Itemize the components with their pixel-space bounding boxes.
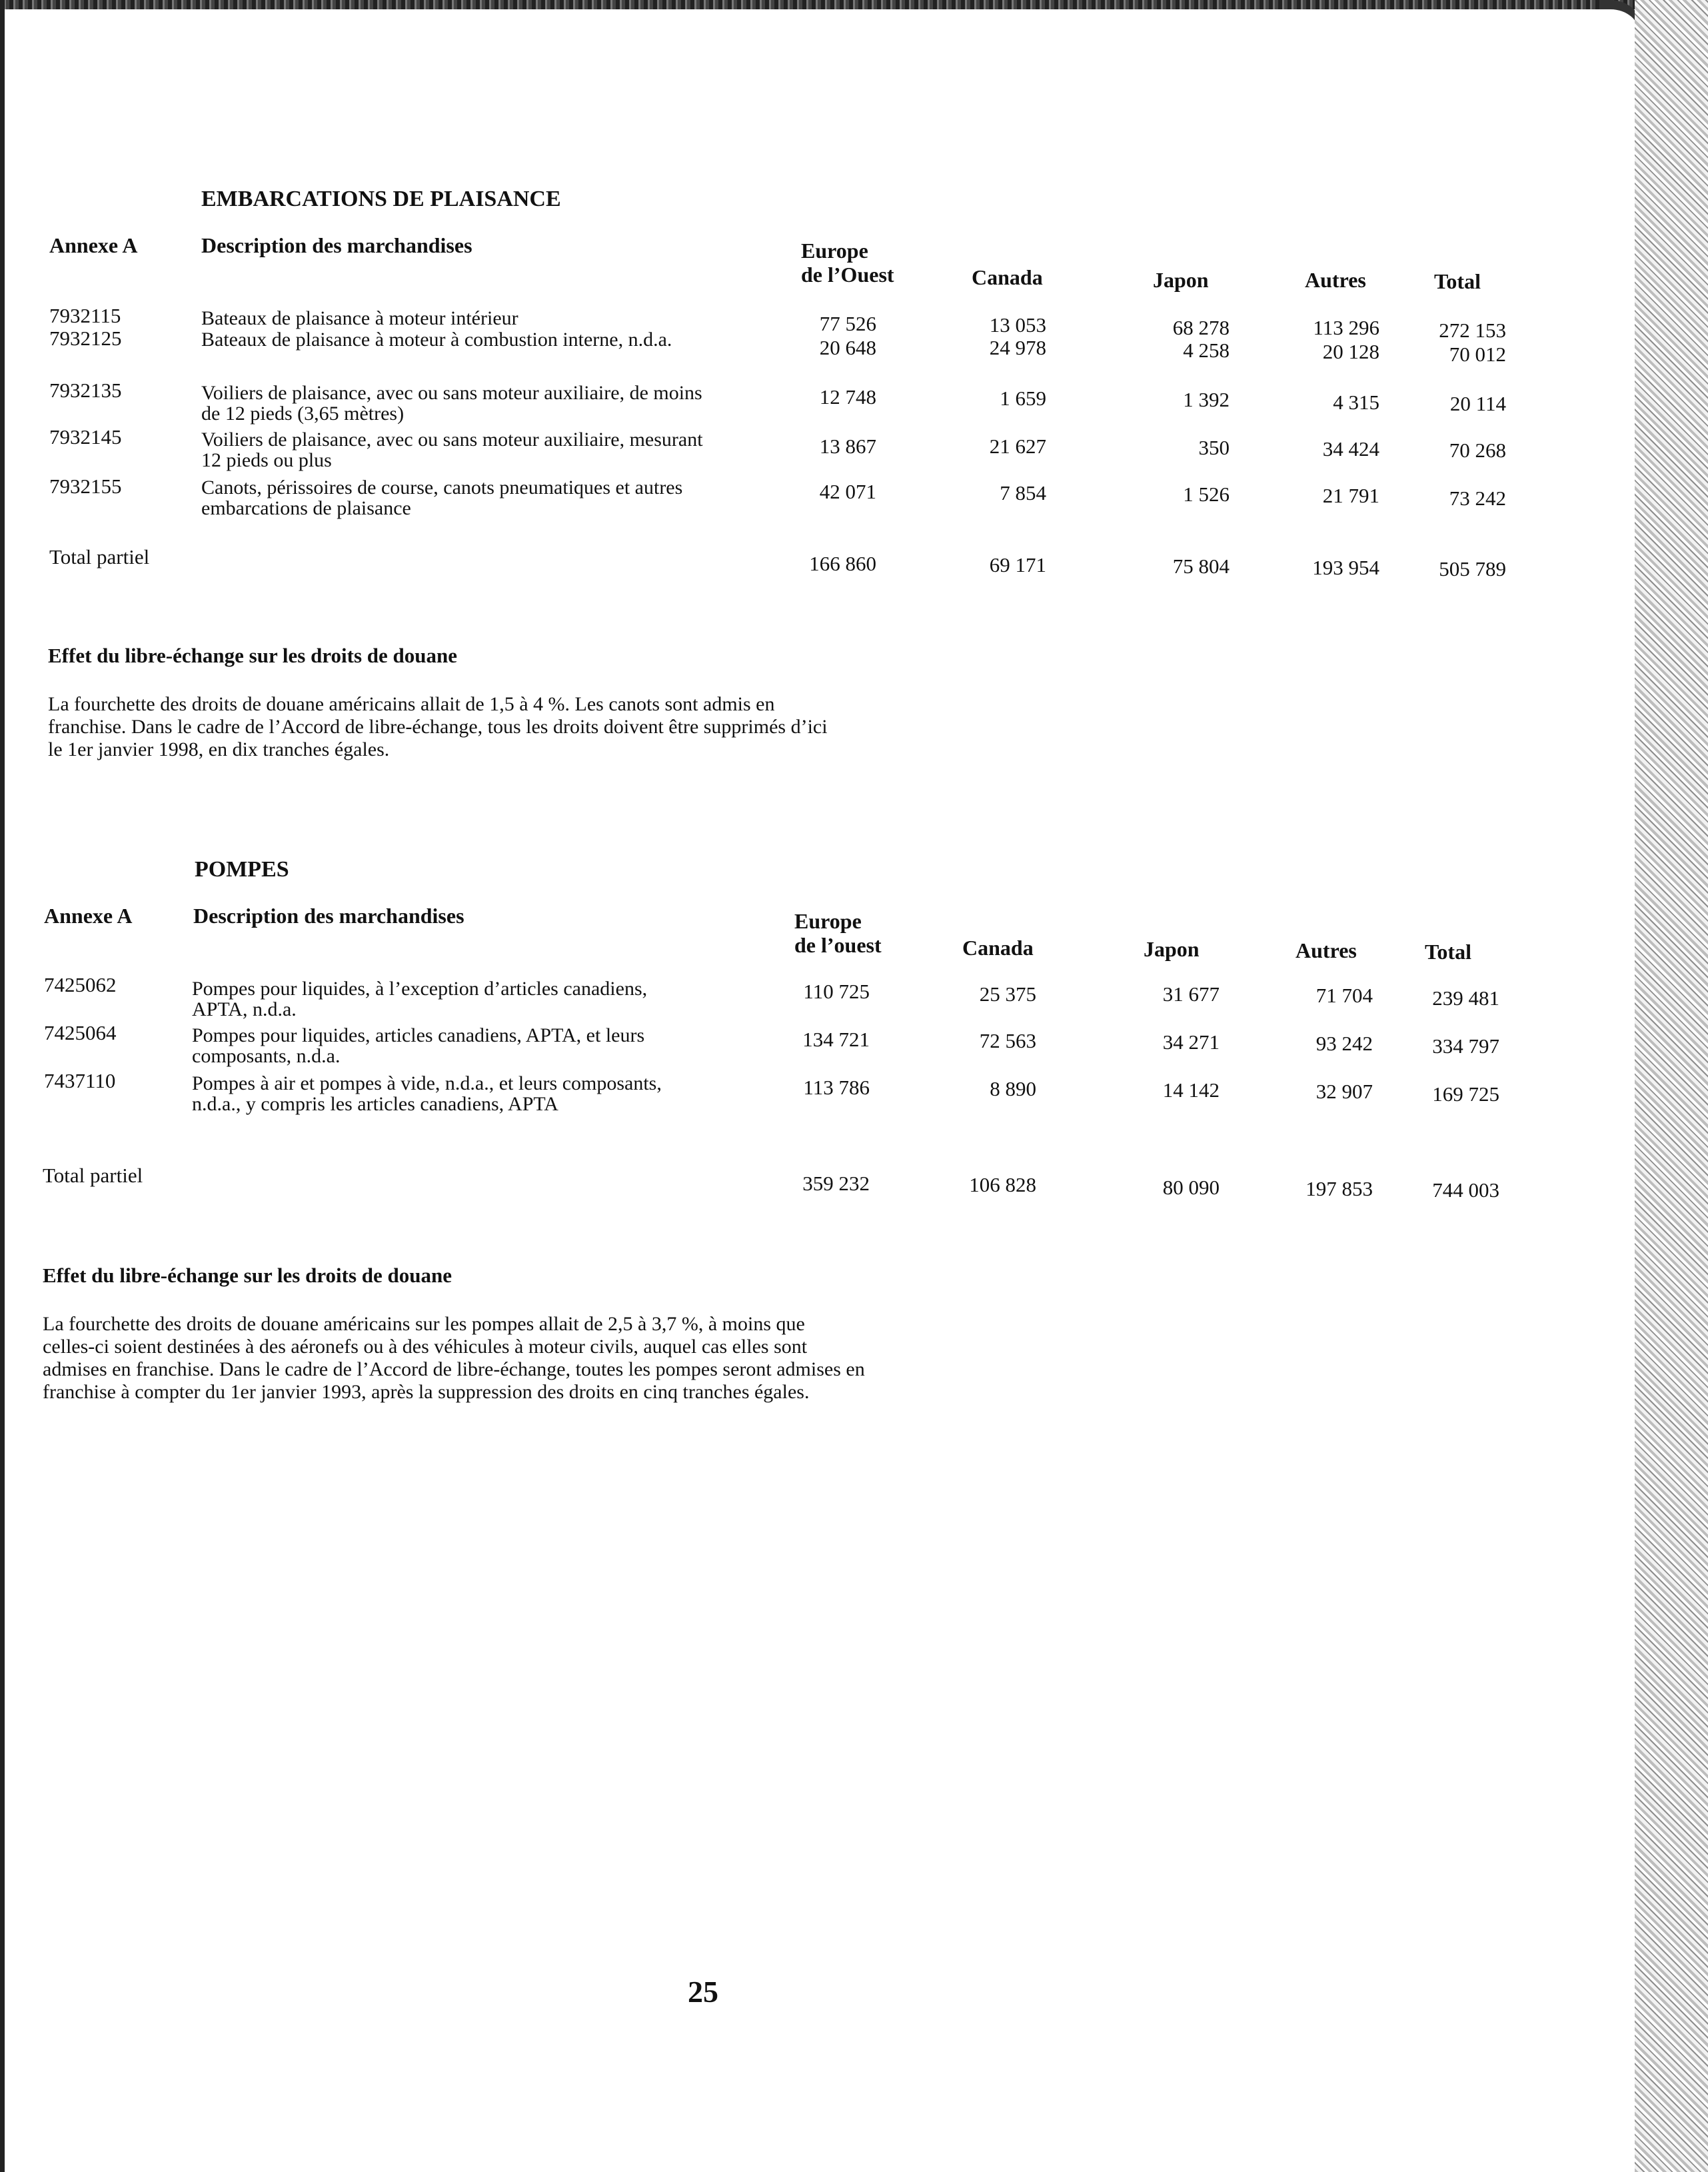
row-code: 7425062 [44,973,117,996]
row-canada: 72 563 [979,1029,1036,1052]
row-total: 70 012 [1449,343,1506,366]
effect-heading: Effet du libre-échange sur les droits de douane [43,1264,452,1287]
row-code: 7437110 [44,1069,116,1092]
header-description: Description des marchandises [193,904,464,928]
section-title-pompes: POMPES [195,857,289,882]
effect-line: franchise. Dans le cadre de l’Accord de libre-échange, tous les droits doivent être supprimés d’ici [48,716,828,738]
subtotal-total: 505 789 [1439,557,1506,580]
subtotal-autres: 193 954 [1312,556,1379,579]
row-code: 7932155 [49,475,122,498]
row-japon: 1 526 [1183,483,1230,506]
header-canada: Canada [972,265,1043,289]
row-japon: 1 392 [1183,388,1230,411]
subtotal-japon: 80 090 [1162,1176,1220,1199]
header-europe-line1: Europe [801,239,868,263]
subtotal-label: Total partiel [43,1164,143,1187]
row-description: Bateaux de plaisance à moteur à combustion interne, n.d.a. [201,329,672,351]
row-europe: 113 786 [803,1076,870,1099]
effect-line: franchise à compter du 1er janvier 1993, après la suppression des droits en cinq tranches égales. [43,1381,810,1403]
header-autres: Autres [1305,268,1366,292]
row-japon: 4 258 [1183,339,1230,362]
scan-right-edge [1635,0,1708,2172]
row-total: 20 114 [1449,392,1506,415]
subtotal-europe: 166 860 [809,552,876,575]
row-canada: 7 854 [1000,481,1046,505]
page-number: 25 [688,1975,718,2009]
row-total: 73 242 [1449,487,1506,510]
header-total: Total [1434,269,1481,293]
subtotal-label: Total partiel [49,545,150,568]
header-description: Description des marchandises [201,233,472,257]
header-canada: Canada [962,936,1034,960]
row-description: Pompes pour liquides, articles canadiens, APTA, et leurs composants, n.d.a. [192,1024,645,1067]
header-total: Total [1425,940,1471,964]
row-total: 169 725 [1432,1082,1499,1106]
effect-line: le 1er janvier 1998, en dix tranches égales. [48,738,390,760]
row-europe: 110 725 [803,980,870,1003]
row-autres: 21 791 [1322,484,1379,507]
effect-line: admises en franchise. Dans le cadre de l’Accord de libre-échange, toutes les pompes seront admises en [43,1358,865,1380]
row-autres: 20 128 [1322,340,1379,363]
effect-line: La fourchette des droits de douane américains sur les pompes allait de 2,5 à 3,7 %, à moins que [43,1313,805,1335]
row-description: Canots, périssoires de course, canots pneumatiques et autres embarcations de plaisance [201,477,683,519]
row-autres: 71 704 [1315,984,1373,1007]
header-europe-line1: Europe [794,909,862,933]
row-description: Voiliers de plaisance, avec ou sans moteur auxiliaire, mesurant 12 pieds ou plus [201,429,703,471]
row-code: 7932135 [49,379,122,402]
row-canada: 13 053 [989,313,1046,337]
row-autres: 34 424 [1322,437,1379,461]
subtotal-total: 744 003 [1432,1178,1499,1202]
row-code: 7425064 [44,1021,117,1044]
row-description: Pompes pour liquides, à l’exception d’articles canadiens, APTA, n.d.a. [192,978,648,1020]
row-autres: 32 907 [1315,1080,1373,1103]
row-japon: 14 142 [1162,1078,1220,1102]
subtotal-japon: 75 804 [1172,554,1230,578]
subtotal-canada: 106 828 [969,1173,1036,1196]
row-japon: 31 677 [1162,982,1220,1006]
header-annexe: Annexe A [49,233,138,257]
header-europe-line2: de l’Ouest [801,263,894,287]
row-description: Pompes à air et pompes à vide, n.d.a., et leurs composants, n.d.a., y compris les articles canadiens, APTA [192,1072,662,1115]
effect-line: La fourchette des droits de douane américains allait de 1,5 à 4 %. Les canots sont admis en [48,693,775,715]
row-canada: 21 627 [989,435,1046,458]
row-europe: 20 648 [819,336,876,359]
subtotal-canada: 69 171 [989,553,1046,576]
row-autres: 113 296 [1313,316,1379,339]
row-japon: 68 278 [1172,316,1230,339]
row-total: 272 153 [1439,319,1506,342]
row-japon: 350 [1198,436,1230,459]
row-europe: 77 526 [819,312,876,335]
row-code: 7932145 [49,425,122,449]
row-autres: 93 242 [1315,1032,1373,1055]
row-total: 70 268 [1449,439,1506,462]
row-total: 334 797 [1432,1034,1499,1058]
header-autres: Autres [1295,938,1357,962]
row-total: 239 481 [1432,986,1499,1010]
row-europe: 134 721 [802,1028,870,1051]
row-canada: 24 978 [989,336,1046,359]
row-code: 7932115 [49,304,121,327]
effect-heading: Effet du libre-échange sur les droits de douane [48,644,458,667]
header-europe-line2: de l’ouest [794,933,882,957]
subtotal-autres: 197 853 [1305,1177,1373,1200]
row-description: Voiliers de plaisance, avec ou sans moteur auxiliaire, de moins de 12 pieds (3,65 mètres) [201,382,702,425]
header-japon: Japon [1144,937,1200,961]
effect-line: celles-ci soient destinées à des aéronefs ou à des véhicules à moteur civils, auquel cas elles sont [43,1336,808,1358]
row-canada: 8 890 [990,1077,1036,1100]
scan-left-edge [0,0,5,2172]
row-description: Bateaux de plaisance à moteur intérieur [201,307,518,329]
row-europe: 13 867 [819,435,876,458]
scan-top-edge [0,0,1635,9]
section-title-embarcations: EMBARCATIONS DE PLAISANCE [201,187,561,211]
row-japon: 34 271 [1162,1030,1220,1054]
row-autres: 4 315 [1333,391,1379,414]
subtotal-europe: 359 232 [802,1172,870,1195]
header-annexe: Annexe A [44,904,133,928]
effect-paragraph [48,693,1021,761]
row-canada: 25 375 [979,982,1036,1006]
row-code: 7932125 [49,327,122,350]
row-europe: 42 071 [819,480,876,503]
effect-paragraph [43,1313,1016,1404]
row-canada: 1 659 [1000,387,1046,410]
row-europe: 12 748 [819,385,876,409]
header-japon: Japon [1153,268,1209,292]
